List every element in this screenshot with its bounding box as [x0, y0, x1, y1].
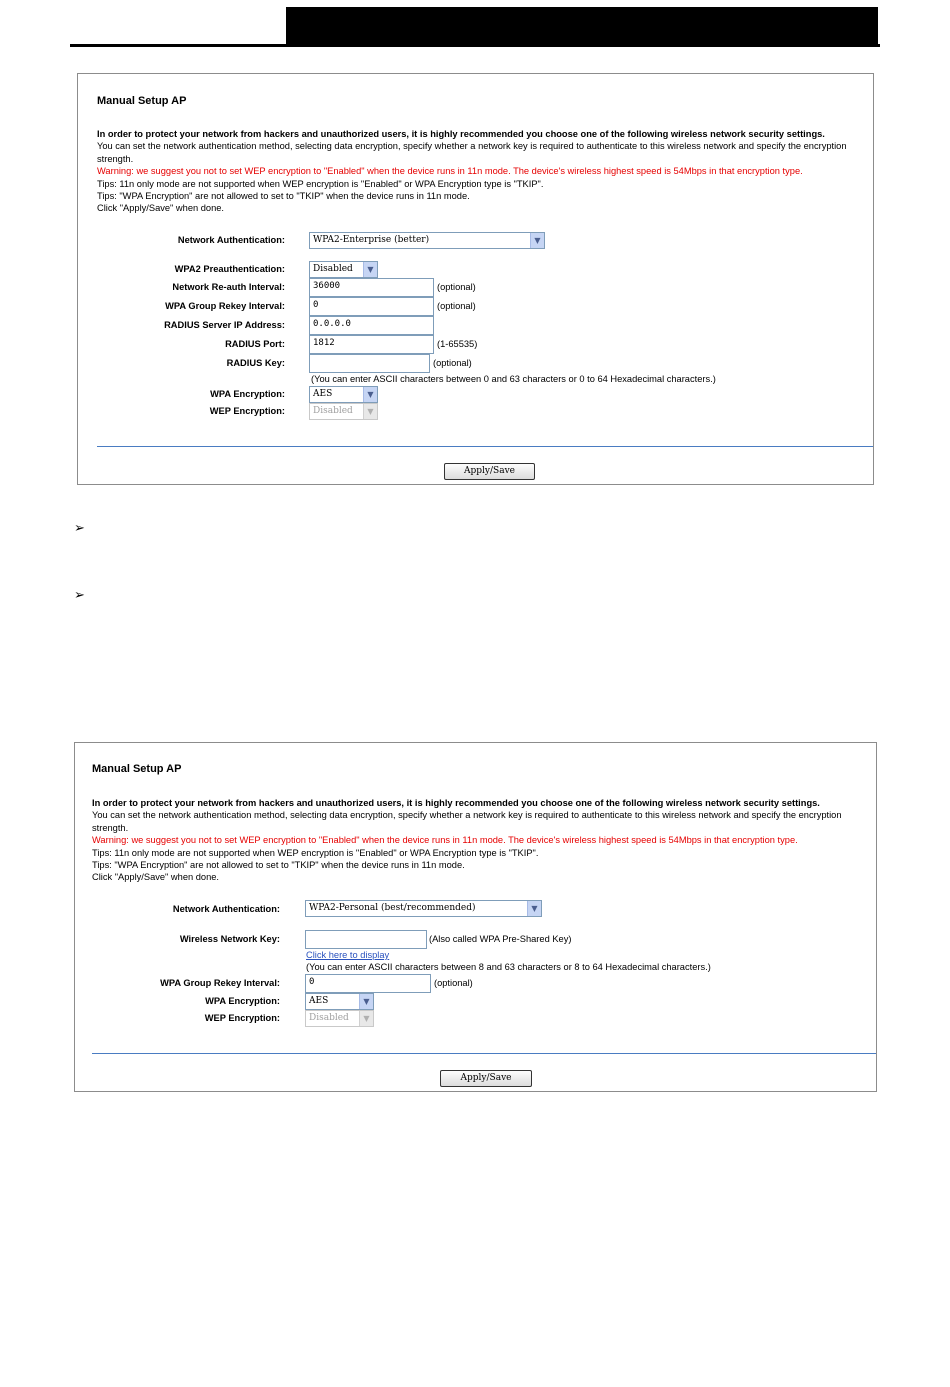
- chevron-down-icon: ▼: [363, 262, 377, 277]
- wpa-enc-value: AES: [309, 996, 329, 1006]
- rekey-hint: (optional): [434, 978, 473, 988]
- network-auth-value: WPA2-Personal (best/recommended): [309, 903, 476, 913]
- wep-enc-label: WEP Encryption:: [209, 406, 285, 416]
- wireless-key-hint: (Also called WPA Pre-Shared Key): [429, 934, 572, 944]
- wpa-enc-select[interactable]: [305, 993, 374, 1010]
- wpa-enc-label: WPA Encryption:: [205, 996, 280, 1006]
- wep-enc-select: [305, 1010, 374, 1027]
- reauth-input[interactable]: 36000: [309, 278, 434, 297]
- network-auth-label: Network Authentication:: [177, 235, 285, 245]
- preauth-value: Disabled: [313, 264, 353, 274]
- manual-setup-ap-panel-personal: [74, 742, 877, 1092]
- intro-text: [97, 128, 877, 215]
- radius-ip-input[interactable]: 0.0.0.0: [309, 316, 434, 335]
- radius-ip-label: RADIUS Server IP Address:: [164, 320, 285, 330]
- header-rule: [70, 44, 880, 47]
- apply-save-button[interactable]: Apply/Save: [440, 1070, 532, 1087]
- network-auth-value: WPA2-Enterprise (better): [313, 235, 430, 245]
- chevron-down-icon: ▼: [530, 233, 544, 248]
- network-auth-select[interactable]: [305, 900, 542, 917]
- wpa-enc-value: AES: [313, 389, 333, 399]
- rekey-label: WPA Group Rekey Interval:: [160, 978, 280, 988]
- wep-enc-label: WEP Encryption:: [204, 1013, 280, 1023]
- radius-key-note: (You can enter ASCII characters between 0 and 63 characters or 0 to 64 Hexadecimal characters.): [311, 374, 716, 384]
- rekey-hint: (optional): [437, 301, 476, 311]
- wireless-key-label: Wireless Network Key:: [179, 934, 280, 944]
- radius-port-input[interactable]: 1812: [309, 335, 434, 354]
- wireless-key-input[interactable]: [305, 930, 427, 949]
- rekey-input[interactable]: 0: [309, 297, 434, 316]
- wep-enc-value: Disabled: [313, 406, 353, 416]
- preauth-label: WPA2 Preauthentication:: [174, 264, 285, 274]
- header-bar: [286, 7, 878, 44]
- intro-text: [92, 797, 872, 884]
- bullet-arrow-icon: ➢: [74, 521, 85, 536]
- tip-11n: Tips: 11n only mode are not supported when WEP encryption is "Enabled" or WPA Encryption type is "TKIP".: [97, 178, 544, 189]
- tip-tkip: Tips: "WPA Encryption" are not allowed to set to "TKIP" when the device runs in 11n mode.: [92, 860, 465, 871]
- rekey-label: WPA Group Rekey Interval:: [165, 301, 285, 311]
- wpa-enc-label: WPA Encryption:: [210, 389, 285, 399]
- network-auth-select[interactable]: [309, 232, 545, 249]
- manual-setup-ap-panel-enterprise: [77, 73, 874, 485]
- panel-title: Manual Setup AP: [97, 95, 187, 107]
- tip-apply: Click "Apply/Save" when done.: [92, 872, 220, 883]
- intro-line: You can set the network authentication method, selecting data encryption, specify whether a network key is required to authenticate to this wireless network and specify the encryption strength.: [97, 141, 847, 164]
- radius-key-label: RADIUS Key:: [226, 358, 285, 368]
- click-to-display-link[interactable]: Click here to display: [306, 950, 390, 960]
- panel-title: Manual Setup AP: [92, 763, 182, 775]
- radius-port-label: RADIUS Port:: [225, 339, 285, 349]
- bullet-arrow-icon: ➢: [74, 588, 85, 603]
- wep-enc-select: [309, 403, 378, 420]
- radius-key-hint: (optional): [433, 358, 472, 368]
- reauth-hint: (optional): [437, 282, 476, 292]
- warning-text: Warning: we suggest you not to set WEP encryption to "Enabled" when the device runs in 11n mode. The device's wireless highest speed is 54Mbps in that encryption type.: [97, 166, 803, 177]
- wep-enc-value: Disabled: [309, 1013, 349, 1023]
- tip-11n: Tips: 11n only mode are not supported when WEP encryption is "Enabled" or WPA Encryption type is "TKIP".: [92, 847, 539, 858]
- intro-line: You can set the network authentication method, selecting data encryption, specify whether a network key is required to authenticate to this wireless network and specify the encryption strength.: [92, 810, 842, 833]
- apply-save-button[interactable]: Apply/Save: [444, 463, 535, 480]
- network-auth-label: Network Authentication:: [172, 904, 280, 914]
- rekey-input[interactable]: 0: [305, 974, 431, 993]
- radius-key-input[interactable]: [309, 354, 430, 373]
- chevron-down-icon: ▼: [359, 1011, 373, 1026]
- chevron-down-icon: ▼: [363, 387, 377, 402]
- wpa-enc-select[interactable]: [309, 386, 378, 403]
- radius-port-hint: (1-65535): [437, 339, 478, 349]
- intro-bold: In order to protect your network from hackers and unauthorized users, it is highly recommended you choose one of the following wireless network security settings.: [92, 798, 820, 808]
- intro-bold: In order to protect your network from hackers and unauthorized users, it is highly recommended you choose one of the following wireless network security settings.: [97, 129, 825, 139]
- chevron-down-icon: ▼: [527, 901, 541, 916]
- form-divider: [97, 446, 873, 447]
- tip-tkip: Tips: "WPA Encryption" are not allowed to set to "TKIP" when the device runs in 11n mode.: [97, 191, 470, 202]
- chevron-down-icon: ▼: [363, 404, 377, 419]
- warning-text: Warning: we suggest you not to set WEP encryption to "Enabled" when the device runs in 11n mode. The device's wireless highest speed is 54Mbps in that encryption type.: [92, 835, 798, 846]
- tip-apply: Click "Apply/Save" when done.: [97, 203, 225, 214]
- preauth-select[interactable]: [309, 261, 378, 278]
- reauth-label: Network Re-auth Interval:: [172, 282, 285, 292]
- form-divider: [92, 1053, 876, 1054]
- chevron-down-icon: ▼: [359, 994, 373, 1009]
- wireless-key-note: (You can enter ASCII characters between 8 and 63 characters or 8 to 64 Hexadecimal characters.): [306, 962, 711, 972]
